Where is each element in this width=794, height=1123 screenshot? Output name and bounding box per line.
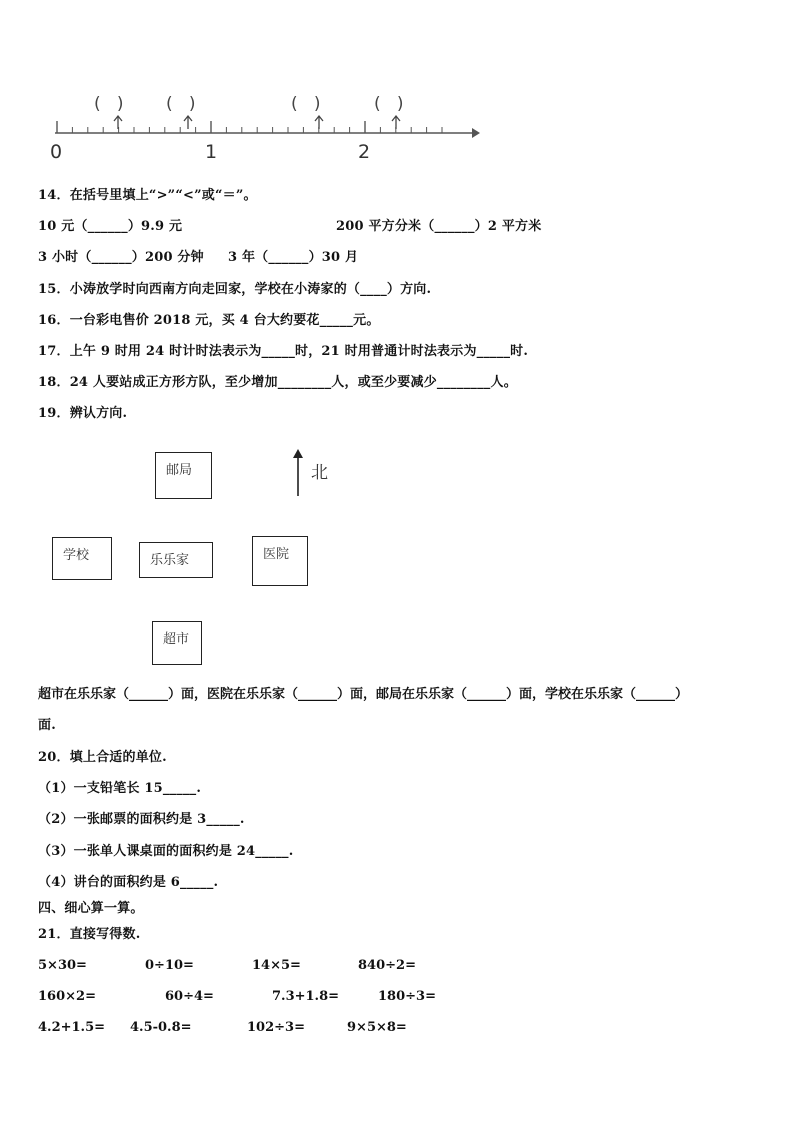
q14-item-3: 3 小时（______）200 分钟 [38, 250, 204, 265]
calc-item: 5×30= [38, 958, 87, 973]
q19-title: 19．辨认方向. [38, 406, 128, 421]
answer-paren-3: ( ) [291, 94, 321, 114]
q14-item-4: 3 年（______）30 月 [228, 250, 359, 265]
q14-title: 14．在括号里填上“>”“<”或“＝”。 [38, 188, 257, 203]
calc-item: 102÷3= [247, 1020, 305, 1035]
section-4-heading: 四、细心算一算。 [38, 901, 144, 916]
tick-label-0: 0 [50, 141, 63, 163]
number-line [40, 85, 500, 165]
up-arrow-3 [315, 116, 323, 129]
q17-text: 17．上午 9 时用 24 时计时法表示为_____时，21 时用普通计时法表示为_____时. [38, 344, 529, 359]
answer-paren-1: ( ) [94, 94, 124, 114]
supermarket-box [152, 621, 202, 665]
q19-answer-line-1: 超市在乐乐家（______）面，医院在乐乐家（______）面，邮局在乐乐家（______）面，学校在乐乐家（______） [38, 687, 689, 702]
q14-item-2: 200 平方分米（______）2 平方米 [336, 219, 542, 234]
north-label: 北 [311, 463, 328, 483]
school-box [52, 537, 112, 580]
q20-item-4: （4）讲台的面积约是 6_____. [38, 875, 219, 890]
hospital-box [252, 536, 308, 586]
answer-paren-4: ( ) [374, 94, 404, 114]
lele-home-box [139, 542, 213, 578]
school-label: 学校 [63, 548, 90, 563]
number-line-arrowhead [472, 128, 480, 138]
hospital-label: 医院 [263, 547, 290, 562]
calc-item: 14×5= [252, 958, 301, 973]
post-office-label: 邮局 [166, 463, 193, 478]
north-arrow [290, 448, 306, 498]
calc-item: 60÷4= [165, 989, 214, 1004]
up-arrow-1 [114, 116, 122, 129]
tick-label-2: 2 [358, 141, 371, 163]
supermarket-label: 超市 [163, 632, 190, 647]
q20-item-2: （2）一张邮票的面积约是 3_____. [38, 812, 245, 827]
q14-item-1: 10 元（______）9.9 元 [38, 219, 183, 234]
calc-item: 840÷2= [358, 958, 416, 973]
calc-item: 9×5×8= [347, 1020, 407, 1035]
q15-text: 15．小涛放学时向西南方向走回家，学校在小涛家的（____）方向. [38, 282, 432, 297]
post-office-box [155, 452, 212, 499]
up-arrow-4 [392, 116, 400, 129]
calc-item: 180÷3= [378, 989, 436, 1004]
up-arrow-2 [184, 116, 192, 129]
calc-item: 4.5-0.8= [130, 1020, 192, 1035]
number-line-ticks [57, 121, 442, 133]
q16-text: 16．一台彩电售价 2018 元，买 4 台大约要花_____元。 [38, 313, 380, 328]
calc-item: 7.3+1.8= [272, 989, 340, 1004]
q21-title: 21．直接写得数. [38, 927, 141, 942]
calc-item: 0÷10= [145, 958, 194, 973]
calc-item: 4.2+1.5= [38, 1020, 106, 1035]
lele-home-label: 乐乐家 [150, 553, 190, 568]
q20-item-3: （3）一张单人课桌面的面积约是 24_____. [38, 844, 294, 859]
tick-label-1: 1 [205, 141, 218, 163]
q20-item-1: （1）一支铅笔长 15_____. [38, 781, 202, 796]
q19-answer-line-2: 面. [38, 718, 56, 733]
q20-title: 20．填上合适的单位. [38, 750, 167, 765]
answer-paren-2: ( ) [166, 94, 196, 114]
q18-text: 18．24 人要站成正方形方队，至少增加________人，或至少要减少________人。 [38, 375, 517, 390]
calc-item: 160×2= [38, 989, 96, 1004]
